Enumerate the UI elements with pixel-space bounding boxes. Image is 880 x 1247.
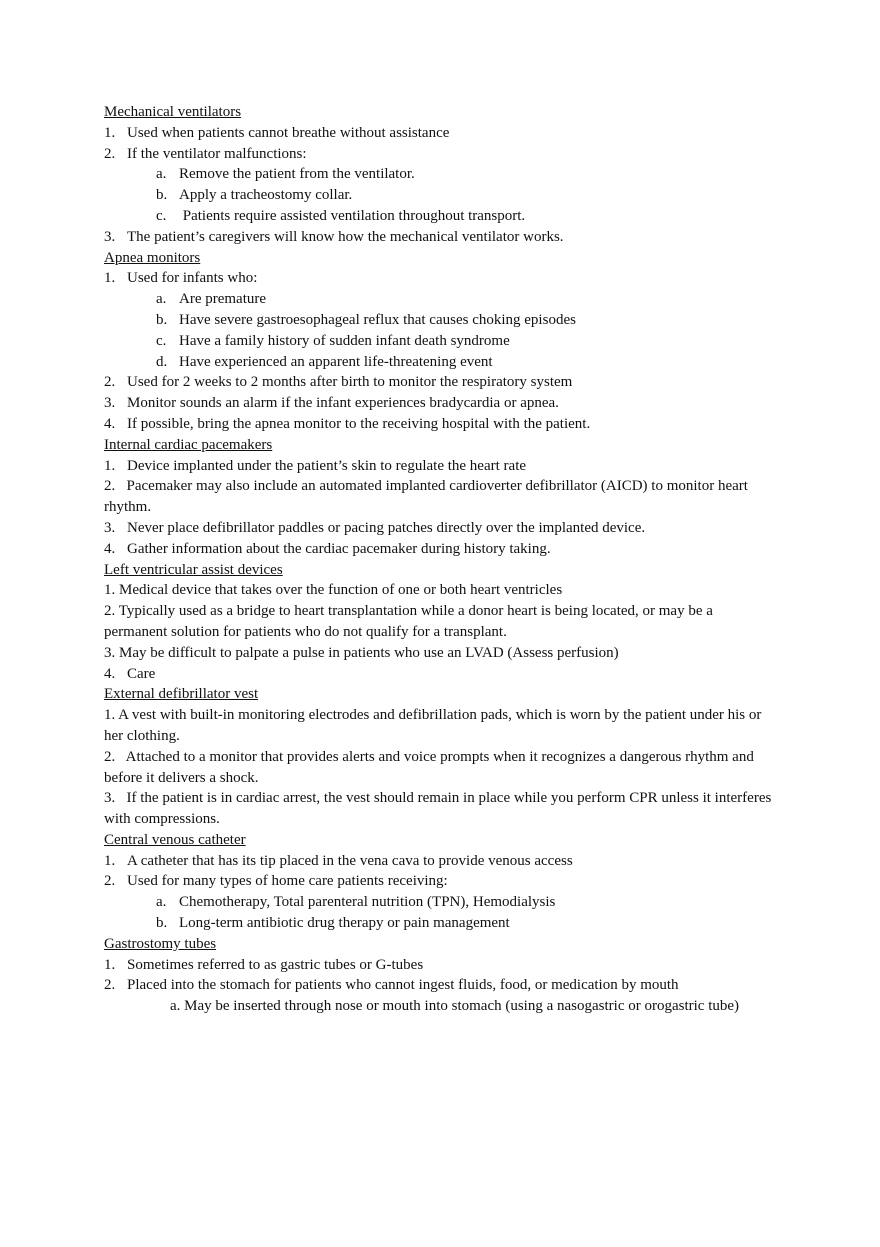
item-text: Used when patients cannot breathe without assistance (127, 124, 450, 141)
list-item: 2. Typically used as a bridge to heart transplantation while a donor heart is being located, or may be a permanent solution for patients who do not qualify for a transplant. (104, 603, 713, 640)
item-number: 2. (104, 873, 116, 890)
item-text: Never place defibrillator paddles or pacing patches directly over the implanted device. (127, 519, 646, 536)
list-item (104, 851, 774, 872)
list-item (104, 268, 774, 289)
sub-list-item (104, 331, 774, 352)
item-text: Used for 2 weeks to 2 months after birth to monitor the respiratory system (127, 374, 573, 391)
section-heading: Mechanical ventilators (104, 104, 242, 120)
item-number: 3. (104, 228, 116, 245)
item-number: 4. (104, 415, 116, 432)
item-text: Have a family history of sudden infant death syndrome (179, 332, 510, 349)
list-item (104, 871, 774, 892)
item-number: 3. (104, 395, 116, 412)
section-heading: Apnea monitors (104, 249, 201, 266)
sub-list-item (104, 913, 774, 934)
item-text: If possible, bring the apnea monitor to the receiving hospital with the patient. (127, 415, 591, 432)
list-item: 2. Pacemaker may also include an automated implanted cardioverter defibrillator (AICD) to monitor heart rhythm. (104, 478, 752, 516)
sub-list-item (104, 164, 774, 185)
sub-list-item (104, 892, 774, 913)
item-text: Have experienced an apparent life-threatening event (179, 353, 493, 370)
list-item: 1. Medical device that takes over the function of one or both heart ventricles (104, 582, 563, 599)
list-item (104, 414, 774, 435)
list-item (104, 144, 774, 165)
sub-list-item (104, 289, 774, 310)
section-heading: Gastrostomy tubes (104, 935, 217, 952)
list-item (104, 664, 774, 685)
item-letter: b. (156, 311, 168, 328)
list-item: 3. If the patient is in cardiac arrest, the vest should remain in place while you perform CPR unless it interferes with compressions. (104, 790, 776, 828)
list-item (104, 456, 774, 477)
list-item (104, 372, 774, 393)
item-letter: d. (156, 353, 168, 370)
item-text: The patient’s caregivers will know how the mechanical ventilator works. (127, 228, 564, 245)
list-item: 1. A vest with built-in monitoring electrodes and defibrillation pads, which is worn by the patient under his or her clothing. (104, 707, 762, 744)
section-heading: External defibrillator vest (104, 686, 259, 703)
list-item: 3. May be difficult to palpate a pulse in patients who use an LVAD (Assess perfusion) (104, 644, 619, 661)
sub-list-item (104, 185, 774, 206)
section-apnea-monitors (104, 248, 774, 435)
list-item (104, 123, 774, 144)
item-text: Gather information about the cardiac pacemaker during history taking. (127, 540, 551, 557)
item-number: 4. (104, 540, 116, 557)
list-item (104, 955, 774, 976)
list-item (104, 975, 774, 996)
item-letter: c. (156, 332, 167, 349)
section-central-venous-catheter (104, 830, 774, 934)
item-number: 2. (104, 977, 116, 994)
item-number: 1. (104, 270, 116, 287)
section-heading: Left ventricular assist devices (104, 561, 283, 578)
list-item (104, 539, 774, 560)
item-letter: b. (156, 187, 168, 204)
item-text: Patients require assisted ventilation throughout transport. (179, 207, 526, 224)
item-number: 1. (104, 457, 116, 474)
item-text: If the ventilator malfunctions: (127, 145, 307, 162)
item-letter: b. (156, 915, 168, 932)
section-mechanical-ventilators (104, 102, 774, 248)
item-number: 2. (104, 374, 116, 391)
item-text: Used for infants who: (127, 270, 258, 287)
item-text: Sometimes referred to as gastric tubes or G-tubes (127, 956, 424, 973)
item-text: Used for many types of home care patients receiving: (127, 873, 448, 890)
sub-list-item (104, 352, 774, 373)
item-text: Placed into the stomach for patients who cannot ingest fluids, food, or medication by mouth (127, 977, 679, 994)
item-letter: a. (156, 894, 167, 911)
item-text: Monitor sounds an alarm if the infant experiences bradycardia or apnea. (127, 395, 559, 412)
item-letter: a. (156, 291, 167, 308)
section-external-defibrillator-vest (104, 684, 774, 830)
item-number: 4. (104, 665, 116, 682)
list-item (104, 393, 774, 414)
item-letter: c. (156, 207, 167, 224)
item-number: 3. (104, 519, 116, 536)
sub-list-item: a. May be inserted through nose or mouth into stomach (using a nasogastric or orogastric tube) (170, 998, 740, 1015)
item-letter: a. (156, 166, 167, 183)
item-text: Device implanted under the patient’s skin to regulate the heart rate (127, 457, 527, 474)
section-heading: Central venous catheter (104, 831, 246, 848)
item-text: Chemotherapy, Total parenteral nutrition (TPN), Hemodialysis (179, 894, 556, 911)
item-text: Apply a tracheostomy collar. (179, 187, 353, 204)
item-number: 1. (104, 852, 116, 869)
item-text: A catheter that has its tip placed in the vena cava to provide venous access (127, 852, 573, 869)
section-heading: Internal cardiac pacemakers (104, 436, 273, 453)
section-internal-cardiac-pacemakers (104, 435, 774, 560)
list-item (104, 518, 774, 539)
list-item: 2. Attached to a monitor that provides alerts and voice prompts when it recognizes a dangerous rhythm and before it delivers a shock. (104, 748, 758, 786)
item-number: 1. (104, 956, 116, 973)
sub-list-item (104, 310, 774, 331)
item-number: 2. (104, 145, 116, 162)
item-text: Long-term antibiotic drug therapy or pain management (179, 915, 510, 932)
sub-list-item (104, 206, 774, 227)
item-number: 1. (104, 124, 116, 141)
section-gastrostomy-tubes (104, 934, 774, 1017)
item-text: Have severe gastroesophageal reflux that causes choking episodes (179, 311, 576, 328)
list-item (104, 227, 774, 248)
document-page (104, 102, 774, 1017)
section-left-ventricular-assist-devices (104, 560, 774, 685)
item-text: Remove the patient from the ventilator. (179, 166, 415, 183)
item-text: Care (127, 665, 156, 682)
item-text: Are premature (179, 291, 267, 308)
